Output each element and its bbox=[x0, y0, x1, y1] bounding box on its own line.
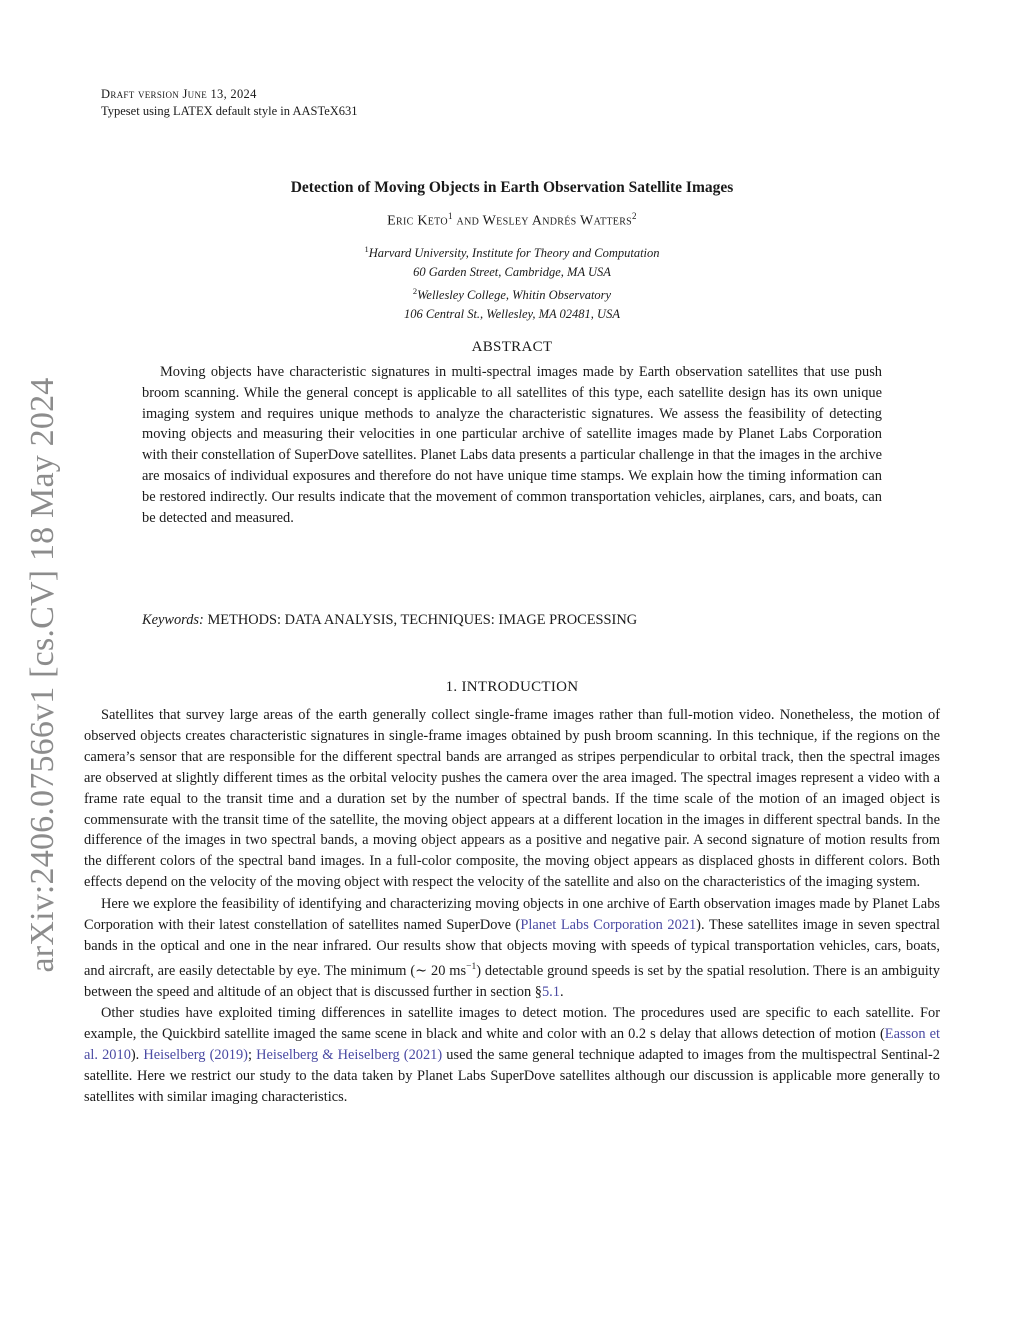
affiliation-1 bbox=[0, 240, 1024, 263]
citation-planet-labs[interactable]: Planet Labs Corporation 2021 bbox=[520, 917, 697, 934]
affiliation-1-mark: 1 bbox=[364, 244, 369, 254]
author-watters: Wesley Andrés Watters bbox=[482, 213, 633, 229]
intro-p2-text-d: . bbox=[559, 983, 564, 1000]
keywords-value: METHODS: DATA ANALYSIS, TECHNIQUES: IMAGE PROCESSING bbox=[207, 612, 638, 628]
intro-p2-text-c: ) detectable ground speeds is set by the spatial resolution. There is an ambiguity between the speed and altitude of an object that is discussed further in section § bbox=[84, 962, 940, 1000]
affiliations bbox=[0, 240, 1024, 324]
introduction-body bbox=[84, 705, 940, 1109]
intro-p3-text-b: ). bbox=[130, 1047, 144, 1064]
author-separator: and bbox=[452, 213, 483, 229]
intro-paragraph-2 bbox=[84, 894, 940, 1002]
author-keto: Eric Keto bbox=[387, 213, 448, 229]
unit-exponent: −1 bbox=[466, 961, 477, 972]
paper-title: Detection of Moving Objects in Earth Observation Satellite Images bbox=[290, 179, 734, 196]
author-list bbox=[0, 206, 1024, 232]
citation-heiselberg-2019[interactable]: Heiselberg (2019) bbox=[143, 1047, 248, 1064]
citation-heiselberg-2021[interactable]: Heiselberg & Heiselberg (2021) bbox=[256, 1047, 443, 1064]
section-heading-introduction: 1. INTRODUCTION bbox=[445, 679, 579, 695]
affiliation-2-name: Wellesley College, Whitin Observatory bbox=[417, 288, 612, 303]
intro-p3-text-c: ; bbox=[247, 1047, 257, 1064]
intro-p3-text-d: used the same general technique adapted to images from the multispectral Sentinal-2 satellite. Here we restrict our study to the data taken by Planet Labs SuperDove satellites although our discussion is applicable more generally to satellites with similar imaging characteristics. bbox=[84, 1047, 940, 1106]
affiliation-2-address: 106 Central St., Wellesley, MA 02481, USA bbox=[404, 307, 620, 322]
intro-p2-text-b: ). These satellites image in seven spectral bands in the optical and one in the near infrared. Our results show that objects moving with speeds of typical transportation vehicles, cars, boats, and aircraft, are easily detectable by eye. The minimum (∼ 20 ms bbox=[84, 917, 941, 979]
intro-p3-text-a: Other studies have exploited timing differences in satellite images to detect motion. The procedures used are specific to each satellite. For example, the Quickbird satellite imaged the same scene in black and white and color with an 0.2 s delay that allows detection of motion ( bbox=[84, 1005, 940, 1043]
typeset-line: Typeset using LATEX default style in AASTeX631 bbox=[101, 104, 358, 118]
affiliation-1-address: 60 Garden Street, Cambridge, MA USA bbox=[413, 265, 611, 280]
author-watters-affil-mark: 2 bbox=[632, 211, 637, 221]
author-keto-affil-mark: 1 bbox=[447, 211, 453, 221]
intro-p2-text-a: Here we explore the feasibility of identifying and characterizing moving objects in one archive of Earth observation images made by Planet Labs Corporation with their latest constellation of satellites named SuperDove ( bbox=[84, 896, 940, 934]
arxiv-identifier[interactable]: arXiv:2406.07566v1 [cs.CV] 18 May 2024 bbox=[24, 377, 61, 973]
draft-version-line: Draft version June 13, 2024 bbox=[101, 87, 257, 101]
keywords bbox=[142, 610, 882, 630]
keywords-label: Keywords: bbox=[142, 612, 204, 628]
affiliation-2-mark: 2 bbox=[412, 286, 418, 297]
abstract-heading: ABSTRACT bbox=[471, 339, 553, 355]
affiliation-2 bbox=[0, 282, 1024, 305]
intro-paragraph-1: Satellites that survey large areas of the earth generally collect single-frame images rather than full-motion video. Nonetheless, the motion of observed objects creates characteristic signatures in single-frame images obtained by push broom scanning. In this technique, if the regions on the camera’s sensor that are responsible for the different spectral bands are arranged as stripes perpendicular to orbital track, then the spectral images are observed at slightly different times as the orbital velocity pushes the camera over the area imaged. The spectral images represent a video with a frame rate equal to the transit time and a duration set by the number of spectral bands. If the time scale of the motion of an imaged object is commensurate with the transit time of the satellite, the moving object appears at a different location in the images in different spectral bands. In the difference of the images in two spectral bands, a moving object appears as a positive and negative pair. A second signature of motion results from the different colors of the spectral band images. In a full-color composite, the moving object appears as displaced ghosts in different colors. Both effects depend on the velocity of the moving object with respect the velocity of the satellite and also on the characteristics of the imaging system. bbox=[84, 707, 940, 891]
abstract-text: Moving objects have characteristic signatures in multi-spectral images made by Earth observation satellites that use push broom scanning. While the general concept is applicable to all satellites of this type, each satellite design has its own unique imaging system and requires unique methods to analyze the characteristic signatures. We assess the feasibility of detecting moving objects and measuring their velocities in one particular archive of satellite images made by Planet Labs Corporation with their constellation of SuperDove satellites. Planet Labs data presents a particular challenge in that the images in the archive are mosaics of individual exposures and therefore do not have unique time stamps. We explain how the timing information can be restored indirectly. Our results indicate that the movement of common transportation vehicles, airplanes, cars, and boats, can be detected and measured. bbox=[142, 364, 882, 526]
section-link-5-1[interactable]: 5.1 bbox=[541, 983, 560, 1000]
citation-easson[interactable]: Easson et al. 2010 bbox=[84, 1026, 940, 1064]
intro-paragraph-3 bbox=[84, 1003, 940, 1108]
affiliation-1-name: Harvard University, Institute for Theory and Computation bbox=[368, 246, 660, 261]
